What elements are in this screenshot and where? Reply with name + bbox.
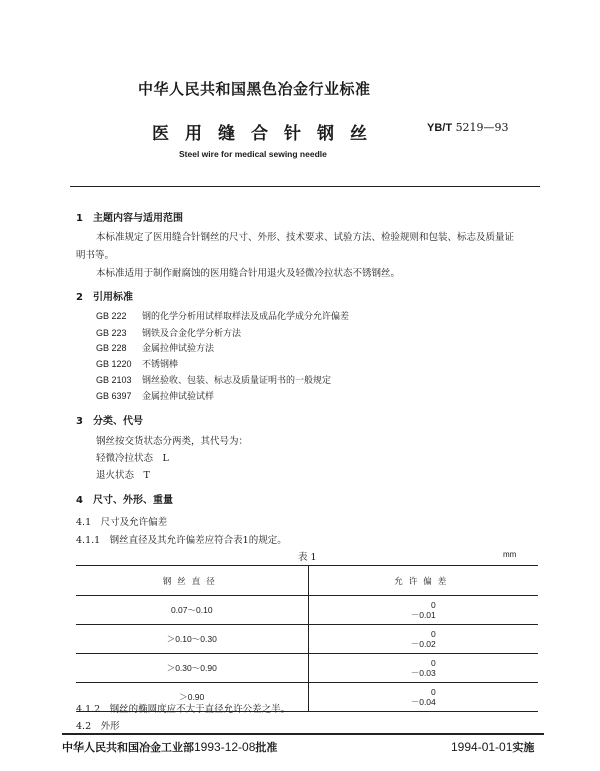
section-1-heading: 1 主题内容与适用范围 (76, 213, 183, 224)
section-1-para1-line1: 本标准规定了医用缝合针钢丝的尺寸、外形、技术要求、试验方法、检验规则和包装、标志及质量证 (96, 232, 515, 243)
table-row (76, 625, 538, 654)
section-4-1-2-text: 4.1.2 钢丝的椭圆度应不大于直径允许公差之半。 (76, 704, 291, 715)
section-3-item-annealed: 退火状态 T (96, 470, 150, 481)
reference-title: 钢铁及合金化学分析方法 (142, 329, 242, 339)
reference-code: GB 228 (96, 343, 127, 353)
tolerance-cell (308, 683, 538, 712)
document-title-en: Steel wire for medical sewing needle (179, 149, 327, 159)
table-caption: 表 1 (298, 552, 317, 563)
tolerance-lower: －0.01 (410, 610, 436, 620)
diameter-cell: 0.07～0.10 (76, 596, 308, 625)
section-1-para2: 本标准适用于制作耐腐蚀的医用缝合针用退火及轻微冷拉状态不锈钢丝。 (96, 268, 401, 279)
reference-code: GB 2103 (96, 375, 132, 385)
diameter-cell: ＞0.90 (76, 683, 308, 712)
section-3-item-cold-drawn: 轻微冷拉状态 L (96, 453, 169, 464)
section-3-intro: 钢丝按交货状态分两类，其代号为： (96, 436, 249, 447)
document-title-cn: 医用缝合针钢丝 (152, 124, 383, 144)
reference-code: GB 223 (96, 328, 127, 338)
footer-effective (451, 739, 534, 755)
tolerance-upper: 0 (431, 629, 436, 639)
standard-code-number: 5219—93 (455, 121, 509, 134)
approval-date: 1993-12-08 (194, 740, 256, 754)
section-4-heading: 4 尺寸、外形、重量 (76, 495, 173, 506)
reference-item (96, 389, 214, 402)
reference-code: GB 222 (96, 311, 127, 321)
tolerance-cell (308, 596, 538, 625)
table-header-row (76, 566, 538, 596)
reference-title: 金属拉伸试验方法 (142, 344, 215, 354)
tolerance-lower: －0.03 (410, 668, 436, 678)
tolerance-upper: 0 (431, 687, 436, 697)
reference-item (96, 341, 214, 354)
reference-item (96, 309, 349, 322)
reference-item (96, 326, 241, 339)
tolerance-lower: －0.04 (410, 697, 436, 707)
section-1-para1-line2: 明书等。 (76, 250, 115, 261)
section-2-heading: 2 引用标准 (76, 292, 133, 303)
footer-approval (62, 739, 277, 755)
section-4-2-heading: 4.2 外形 (76, 721, 120, 732)
reference-item (96, 357, 178, 370)
reference-code: GB 6397 (96, 391, 132, 401)
tolerance-lower: －0.02 (410, 639, 436, 649)
tolerance-cell (308, 654, 538, 683)
reference-title: 不锈钢棒 (142, 360, 179, 370)
tolerance-cell (308, 625, 538, 654)
industry-standard-title: 中华人民共和国黑色冶金行业标准 (138, 80, 371, 98)
table-unit: mm (503, 550, 517, 559)
column-header-tolerance: 允许偏差 (308, 566, 538, 596)
diameter-tolerance-table (76, 565, 538, 712)
reference-title: 金属拉伸试验试样 (142, 392, 215, 402)
reference-title: 钢的化学分析用试样取样法及成品化学成分允许偏差 (142, 312, 350, 322)
tolerance-upper: 0 (431, 600, 436, 610)
section-4-1-1-text: 4.1.1 钢丝直径及其允许偏差应符合表1的规定。 (76, 535, 287, 546)
approving-authority: 中华人民共和国冶金工业部 (62, 741, 194, 754)
reference-item (96, 373, 331, 386)
section-4-1-heading: 4.1 尺寸及允许偏差 (76, 517, 168, 528)
diameter-cell: ＞0.30～0.90 (76, 654, 308, 683)
header-divider (70, 186, 540, 187)
effective-label: 实施 (512, 741, 535, 754)
standard-code (427, 121, 509, 134)
reference-title: 钢丝验收、包装、标志及质量证明书的一般规定 (142, 376, 332, 386)
approval-label: 批准 (255, 741, 278, 754)
reference-code: GB 1220 (96, 359, 132, 369)
diameter-cell: ＞0.10～0.30 (76, 625, 308, 654)
section-3-heading: 3 分类、代号 (76, 416, 143, 427)
table-row (76, 596, 538, 625)
standard-code-prefix: YB/T (427, 122, 453, 134)
table-row (76, 654, 538, 683)
column-header-diameter: 钢丝直径 (76, 566, 308, 596)
effective-date: 1994-01-01 (451, 740, 513, 754)
footer-divider (62, 733, 544, 735)
tolerance-upper: 0 (431, 658, 436, 668)
